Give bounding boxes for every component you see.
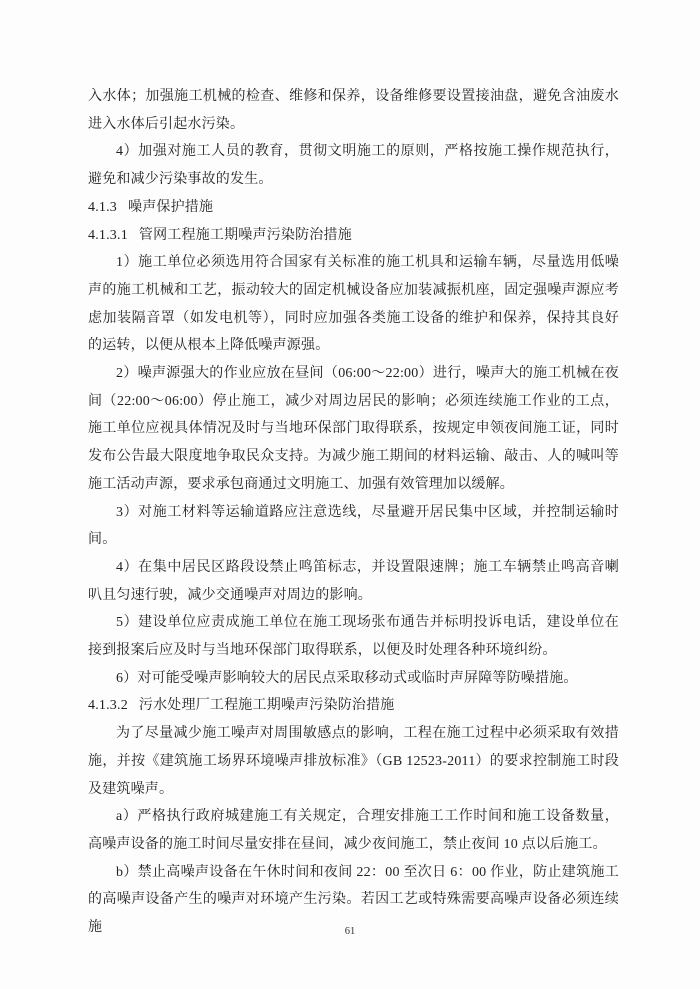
page-footer [0, 926, 700, 937]
section-number: 4.1.3 [88, 199, 117, 215]
section-number: 4.1.3.2 [88, 698, 128, 714]
section-title: 噪声保护措施 [128, 199, 214, 215]
paragraph-item-4b: 4）在集中居民区路段设禁止鸣笛标志，并设置限速牌；施工车辆禁止鸣高音喇叭且匀速行驶，减少交通噪声对周边的影响。 [88, 559, 619, 603]
paragraph-item-b: b）禁止高噪声设备在午休时间和夜间 22：00 至次日 6：00 作业，防止建筑施工的高噪声设备产生的噪声对环境产生污染。若因工艺或特殊需要高噪声设备必须连续施 [88, 864, 619, 936]
page-body-text [88, 83, 619, 942]
paragraph-item-5: 5）建设单位应责成施工单位在施工现场张布通告并标明投诉电话，建设单位在接到报案后应及时与当地环保部门取得联系，以便及时处理各种环境纠纷。 [88, 615, 619, 659]
paragraph-item-2: 2）噪声源强大的作业应放在昼间（06:00～22:00）进行，噪声大的施工机械在夜间（22:00～06:00）停止施工，减少对周边居民的影响；必须连续施工作业的工点，施工单位应视具体情况及时与当地环保部门取得联系，按规定申领夜间施工证，同时发布公告最大限度地争取民众支持。为减少施工期间的材料运输、敲击、人的喊叫等施工活动声源，要求承包商通过文明施工、加强有效管理加以缓解。 [88, 366, 619, 492]
section-number: 4.1.3.1 [88, 227, 128, 243]
paragraph-continuation: 入水体；加强施工机械的检查、维修和保养，设备维修要设置接油盘，避免含油废水进入水体后引起水污染。 [88, 89, 619, 132]
section-heading-4132 [88, 692, 619, 720]
paragraph-item-3: 3）对施工材料等运输道路应注意选线，尽量避开居民集中区域，并控制运输时间。 [88, 504, 619, 548]
section-heading-4131 [88, 222, 619, 250]
section-title: 污水处理厂工程施工期噪声污染防治措施 [138, 698, 395, 714]
paragraph-item-a: a）严格执行政府城建施工有关规定，合理安排施工工作时间和施工设备数量，高噪声设备的施工时间尽量安排在昼间，减少夜间施工，禁止夜间 10 点以后施工。 [88, 809, 619, 852]
paragraph-item-6: 6）对可能受噪声影响较大的居民点采取移动式或临时声屏障等防噪措施。 [116, 670, 578, 686]
page-number: 61 [344, 926, 356, 937]
paragraph-item-4: 4）加强对施工人员的教育，贯彻文明施工的原则，严格按施工操作规范执行，避免和减少污染事故的发生。 [88, 144, 619, 188]
section-heading-413 [88, 194, 619, 222]
paragraph-item-1: 1）施工单位必须选用符合国家有关标准的施工机具和运输车辆，尽量选用低噪声的施工机械和工艺，振动较大的固定机械设备应加装减振机座，固定强噪声源应考虑加装隔音罩（如发电机等），同时应加强各类施工设备的维护和保养，保持其良好的运转，以便从根本上降低噪声源强。 [88, 255, 619, 354]
paragraph-intro: 为了尽量减少施工噪声对周围敏感点的影响，工程在施工过程中必须采取有效措施，并按《建筑施工场界环境噪声排放标准》（GB 12523-2011）的要求控制施工时段及建筑噪声。 [88, 726, 619, 797]
section-title: 管网工程施工期噪声污染防治措施 [138, 227, 352, 243]
